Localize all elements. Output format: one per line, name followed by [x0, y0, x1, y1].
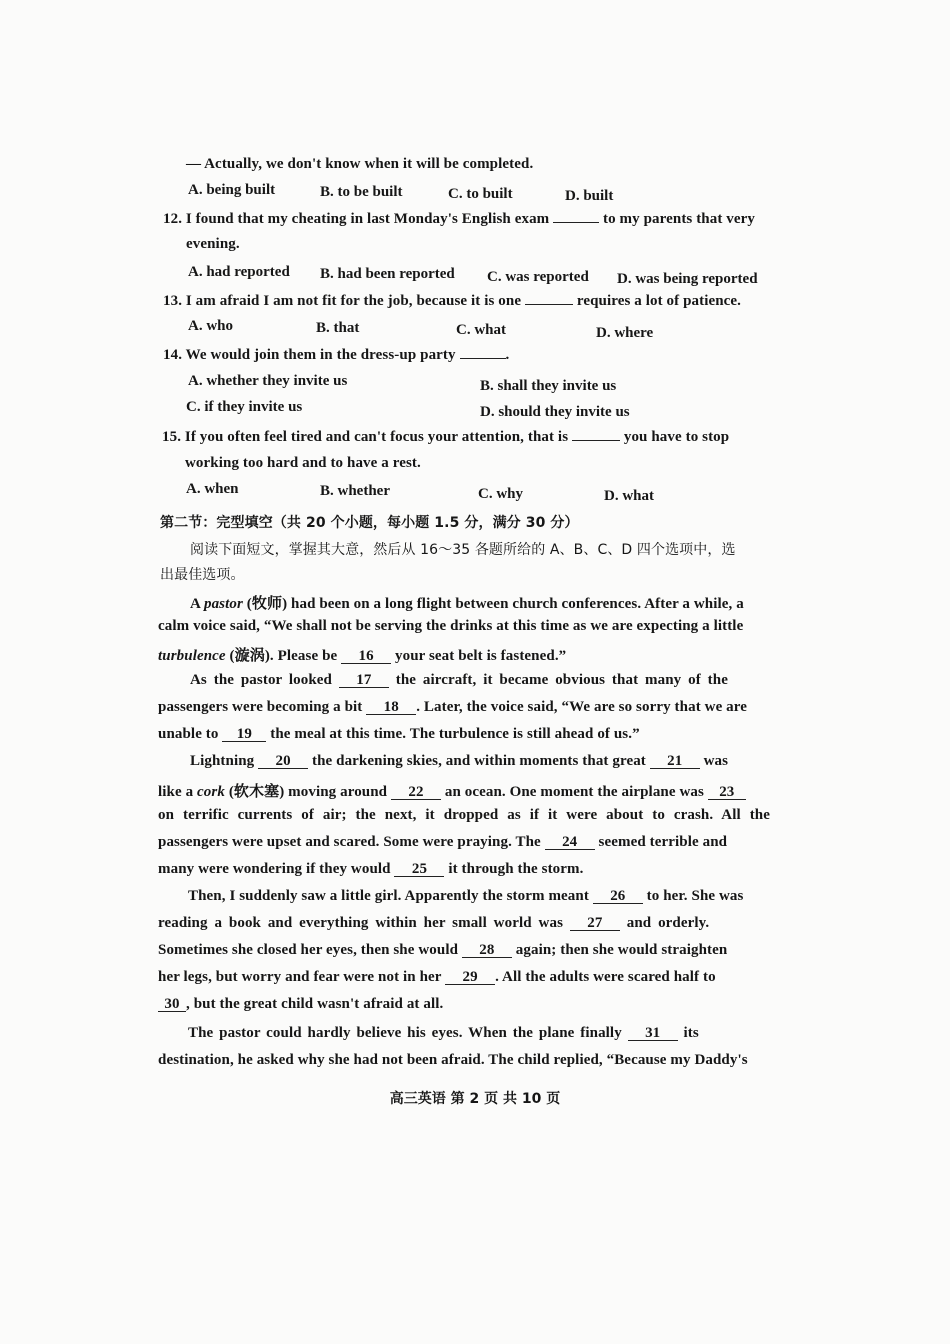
blank-22: 22 [391, 785, 441, 800]
blank-27: 27 [570, 916, 620, 931]
passage-line: passengers were upset and scared. Some were praying. The 24 seemed terrible and [158, 834, 728, 850]
section2-heading: 第二节：完型填空（共 20 个小题，每小题 1.5 分，满分 30 分） [160, 515, 579, 531]
q12-option-b: B. had been reported [320, 266, 455, 282]
passage-line: passengers were becoming a bit 18 . Later, the voice said, “We are so sorry that we are [158, 699, 748, 715]
q15-stem: 15. If you often feel tired and can't focus your attention, that is you have to stop [162, 429, 730, 445]
q12-option-c: C. was reported [487, 269, 589, 285]
passage-line: Sometimes she closed her eyes, then she would 28 again; then she would straighten [158, 942, 728, 958]
q11-option-a: A. being built [188, 182, 276, 198]
q13-option-a: A. who [188, 318, 234, 334]
passage-line: many were wondering if they would 25 it through the storm. [158, 861, 584, 877]
blank-20: 20 [258, 754, 308, 769]
section2-instruction: 阅读下面短文，掌握其大意，然后从 16～35 各题所给的 A、B、C、D 四个选项中，选 [190, 542, 736, 558]
passage-line: reading a book and everything within her small world was 27 and orderly. [158, 915, 710, 931]
q14-blank [460, 346, 506, 359]
q15-option-d: D. what [604, 488, 655, 504]
passage-line: The pastor could hardly believe his eyes. When the plane finally 31 its [188, 1025, 699, 1041]
q11-option-b: B. to be built [320, 184, 403, 200]
blank-28: 28 [462, 943, 512, 958]
blank-30: 30 [158, 997, 186, 1012]
section2-instruction-cont: 出最佳选项。 [160, 567, 245, 583]
passage-line: unable to 19 the meal at this time. The turbulence is still ahead of us.” [158, 726, 640, 742]
passage-line: like a cork (软木塞) moving around 22 an ocean. One moment the airplane was 23 [158, 780, 746, 801]
q12-option-a: A. had reported [188, 264, 290, 280]
q15-blank [572, 428, 620, 441]
q12-option-d: D. was being reported [617, 271, 758, 287]
blank-19: 19 [222, 727, 266, 742]
passage-line: Then, I suddenly saw a little girl. Apparently the storm meant 26 to her. She was [188, 888, 744, 904]
blank-24: 24 [545, 835, 595, 850]
blank-31: 31 [628, 1026, 678, 1041]
q12-stem: 12. I found that my cheating in last Monday's English exam to my parents that very [163, 211, 755, 227]
page-footer: 高三英语 第 2 页 共 10 页 [389, 1091, 561, 1107]
blank-16: 16 [341, 649, 391, 664]
passage-line: As the pastor looked 17 the aircraft, it became obvious that many of the [190, 672, 728, 688]
q14-option-d: D. should they invite us [480, 404, 630, 420]
q14-option-a: A. whether they invite us [188, 373, 348, 389]
blank-29: 29 [445, 970, 495, 985]
q12-stem-cont: evening. [186, 236, 240, 252]
q15-option-c: C. why [478, 486, 524, 502]
blank-23: 23 [708, 785, 746, 800]
q13-option-c: C. what [456, 322, 507, 338]
q11-stem: — Actually, we don't know when it will be completed. [186, 156, 534, 172]
q13-stem: 13. I am afraid I am not fit for the job, because it is one requires a lot of patience. [163, 293, 742, 309]
q14-option-c: C. if they invite us [186, 399, 303, 415]
blank-17: 17 [339, 673, 389, 688]
q15-stem-cont: working too hard and to have a rest. [185, 455, 421, 471]
q12-blank [553, 210, 599, 223]
q11-option-c: C. to built [448, 186, 513, 202]
q13-option-b: B. that [316, 320, 360, 336]
blank-26: 26 [593, 889, 643, 904]
q14-stem: 14. We would join them in the dress-up party . [163, 347, 510, 363]
passage-line: her legs, but worry and fear were not in her 29 . All the adults were scared half to [158, 969, 716, 985]
q13-blank [525, 292, 573, 305]
q15-option-a: A. when [186, 481, 239, 497]
passage-line: on terrific currents of air; the next, it dropped as if it were about to crash. All the [158, 807, 770, 823]
q14-option-b: B. shall they invite us [480, 378, 617, 394]
passage-line: 30 , but the great child wasn't afraid at all. [158, 996, 443, 1013]
q11-option-d: D. built [565, 188, 614, 204]
passage-line: A pastor (牧师) had been on a long flight between church conferences. After a while, a [190, 596, 744, 612]
blank-25: 25 [394, 862, 444, 877]
passage-line: turbulence (漩涡). Please be 16 your seat belt is fastened.” [158, 648, 567, 664]
passage-line: Lightning 20 the darkening skies, and within moments that great 21 was [190, 753, 729, 769]
passage-line: calm voice said, “We shall not be serving the drinks at this time as we are expecting a little [158, 618, 744, 634]
q15-option-b: B. whether [320, 483, 390, 499]
blank-21: 21 [650, 754, 700, 769]
q13-option-d: D. where [596, 325, 654, 341]
passage-line: destination, he asked why she had not been afraid. The child replied, “Because my Daddy's [158, 1052, 748, 1068]
blank-18: 18 [366, 700, 416, 715]
